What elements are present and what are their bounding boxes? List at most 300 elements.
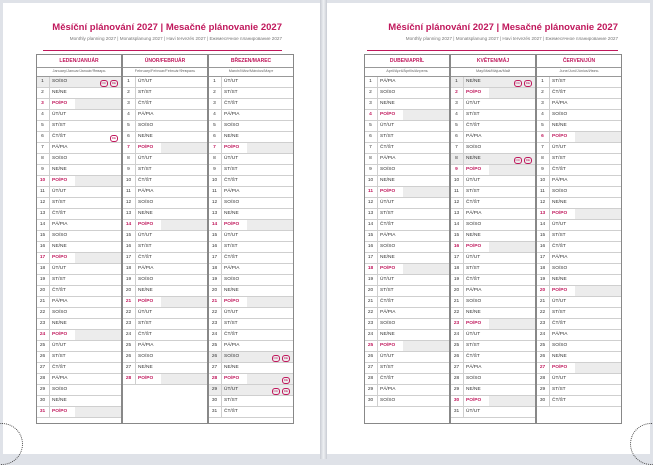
note-area[interactable] xyxy=(403,264,449,274)
weekday-label: SO/SO xyxy=(135,275,162,285)
day-number: 6 xyxy=(369,134,372,139)
note-area[interactable] xyxy=(575,121,621,131)
note-area[interactable] xyxy=(575,165,621,175)
day-row xyxy=(37,209,121,220)
note-area[interactable] xyxy=(575,220,621,230)
day-number: 13 xyxy=(39,211,46,216)
day-row xyxy=(451,374,535,385)
day-number: 28 xyxy=(39,376,46,381)
day-number: 23 xyxy=(39,321,46,326)
day-row xyxy=(123,341,207,352)
note-area[interactable] xyxy=(489,253,535,263)
note-area[interactable] xyxy=(489,341,535,351)
weekday-label: ST/ST xyxy=(463,187,490,197)
note-area[interactable] xyxy=(247,275,293,285)
note-area[interactable] xyxy=(489,363,535,373)
note-area[interactable] xyxy=(75,253,121,263)
note-area[interactable] xyxy=(489,275,535,285)
weekday-label: ST/ST xyxy=(549,308,576,318)
note-area[interactable] xyxy=(403,319,449,329)
weekday-label: SO/SO xyxy=(135,121,162,131)
note-area[interactable] xyxy=(489,220,535,230)
day-row xyxy=(365,330,449,341)
day-number: 21 xyxy=(211,299,218,304)
note-area[interactable] xyxy=(575,363,621,373)
note-area[interactable] xyxy=(161,165,207,175)
note-area[interactable] xyxy=(75,198,121,208)
note-area[interactable] xyxy=(75,165,121,175)
month-translations: February/Februar/Február/Февраль xyxy=(123,67,207,77)
day-row xyxy=(209,121,293,132)
note-area[interactable] xyxy=(247,198,293,208)
day-number: 19 xyxy=(39,277,46,282)
day-row xyxy=(365,264,449,275)
left-subtitle: Monthly planning 2027 | Monatsplanung 2027 | Havi tervezés 2027 | Ежемесячное планирование 2027 xyxy=(69,36,282,41)
note-area[interactable] xyxy=(247,264,293,274)
weekday-label: ST/ST xyxy=(377,209,404,219)
note-area[interactable] xyxy=(489,99,535,109)
note-area[interactable] xyxy=(161,352,207,362)
note-area[interactable] xyxy=(489,385,535,395)
note-area[interactable] xyxy=(247,330,293,340)
note-area[interactable] xyxy=(161,187,207,197)
day-number: 3 xyxy=(127,101,130,106)
note-area[interactable] xyxy=(247,77,293,87)
note-area[interactable] xyxy=(247,88,293,98)
note-area[interactable] xyxy=(403,99,449,109)
note-area[interactable] xyxy=(247,308,293,318)
day-number: 11 xyxy=(540,189,545,194)
weekday-label: ÚT/UT xyxy=(463,407,490,417)
note-area[interactable] xyxy=(247,231,293,241)
weekday-label: PÁ/PIA xyxy=(135,341,162,351)
weekday-label: NE/NE xyxy=(135,209,162,219)
note-area[interactable] xyxy=(161,341,207,351)
note-area[interactable] xyxy=(575,209,621,219)
day-row xyxy=(365,198,449,209)
note-area[interactable] xyxy=(75,396,121,406)
note-area[interactable] xyxy=(161,275,207,285)
weekday-label: ÚT/UT xyxy=(49,341,76,351)
note-area[interactable] xyxy=(575,88,621,98)
note-area[interactable] xyxy=(75,110,121,120)
note-area[interactable] xyxy=(489,297,535,307)
month-name: LEDEN/JANUÁR xyxy=(37,55,121,68)
note-area[interactable] xyxy=(161,242,207,252)
note-area[interactable] xyxy=(403,396,449,406)
note-area[interactable] xyxy=(161,297,207,307)
day-number: 25 xyxy=(125,343,132,348)
note-area[interactable] xyxy=(575,374,621,384)
day-row xyxy=(365,77,449,88)
note-area[interactable] xyxy=(75,88,121,98)
note-area[interactable] xyxy=(403,165,449,175)
note-area[interactable] xyxy=(75,99,121,109)
day-row xyxy=(451,121,535,132)
note-area[interactable] xyxy=(403,110,449,120)
note-area[interactable] xyxy=(161,264,207,274)
note-area[interactable] xyxy=(75,187,121,197)
note-area[interactable] xyxy=(489,319,535,329)
note-area[interactable] xyxy=(489,121,535,131)
note-area[interactable] xyxy=(161,253,207,263)
note-area[interactable] xyxy=(403,363,449,373)
note-area[interactable] xyxy=(161,286,207,296)
note-area[interactable] xyxy=(575,396,621,406)
note-area[interactable] xyxy=(403,341,449,351)
day-number: 10 xyxy=(211,178,218,183)
note-area[interactable] xyxy=(403,187,449,197)
note-area[interactable] xyxy=(403,275,449,285)
note-area[interactable] xyxy=(403,154,449,164)
weekday-label: PÁ/PIA xyxy=(377,385,404,395)
note-area[interactable] xyxy=(75,385,121,395)
note-area[interactable] xyxy=(403,286,449,296)
day-row xyxy=(37,176,121,187)
note-area[interactable] xyxy=(161,99,207,109)
note-area[interactable] xyxy=(403,143,449,153)
day-number: 17 xyxy=(367,255,374,260)
weekday-label: NE/NE xyxy=(463,77,490,87)
note-area[interactable] xyxy=(75,209,121,219)
weekday-label: NE/NE xyxy=(221,132,248,142)
day-row xyxy=(123,88,207,99)
day-row xyxy=(123,121,207,132)
note-area[interactable] xyxy=(75,363,121,373)
note-area[interactable] xyxy=(575,308,621,318)
note-area[interactable] xyxy=(75,297,121,307)
note-area[interactable] xyxy=(75,264,121,274)
day-number: 29 xyxy=(539,387,546,392)
day-number: 8 xyxy=(455,156,458,161)
note-area[interactable] xyxy=(403,385,449,395)
note-area[interactable] xyxy=(161,121,207,131)
day-row xyxy=(37,143,121,154)
note-area[interactable] xyxy=(247,176,293,186)
note-area[interactable] xyxy=(575,341,621,351)
left-header xyxy=(52,22,282,41)
note-area[interactable] xyxy=(247,132,293,142)
note-area[interactable] xyxy=(575,253,621,263)
day-number: 10 xyxy=(453,178,460,183)
day-number: 9 xyxy=(455,167,458,172)
day-number: 14 xyxy=(453,222,460,227)
day-number: 13 xyxy=(125,211,132,216)
note-area[interactable] xyxy=(403,198,449,208)
day-number: 2 xyxy=(127,90,130,95)
weekday-label: ČT/ŠT xyxy=(549,242,576,252)
day-row xyxy=(123,330,207,341)
holiday-marker-icon: DE xyxy=(283,377,288,382)
note-area[interactable] xyxy=(403,231,449,241)
note-area[interactable] xyxy=(161,198,207,208)
weekday-label: ČT/ŠT xyxy=(49,132,76,142)
day-number: 11 xyxy=(126,189,131,194)
note-area[interactable] xyxy=(161,176,207,186)
note-area[interactable] xyxy=(575,242,621,252)
day-number: 6 xyxy=(541,134,544,139)
note-area[interactable] xyxy=(489,330,535,340)
weekday-label: ST/ST xyxy=(135,242,162,252)
note-area[interactable] xyxy=(489,198,535,208)
note-area[interactable] xyxy=(75,286,121,296)
weekday-label: ČT/ŠT xyxy=(377,297,404,307)
month-name: ÚNOR/FEBRUÁR xyxy=(123,55,207,68)
note-area[interactable] xyxy=(489,286,535,296)
note-area[interactable] xyxy=(247,286,293,296)
note-area[interactable] xyxy=(75,308,121,318)
weekday-label: NE/NE xyxy=(463,385,490,395)
note-area[interactable] xyxy=(575,275,621,285)
day-row xyxy=(451,88,535,99)
note-area[interactable] xyxy=(247,396,293,406)
note-area[interactable] xyxy=(575,286,621,296)
note-area[interactable] xyxy=(161,88,207,98)
note-area[interactable] xyxy=(75,407,121,417)
note-area[interactable] xyxy=(247,165,293,175)
day-number: 31 xyxy=(211,409,218,414)
day-row xyxy=(123,297,207,308)
note-area[interactable] xyxy=(75,275,121,285)
day-number: 27 xyxy=(453,365,460,370)
day-number: 26 xyxy=(453,354,460,359)
note-area[interactable] xyxy=(489,165,535,175)
note-area[interactable] xyxy=(75,374,121,384)
day-number: 12 xyxy=(39,200,46,205)
note-area[interactable] xyxy=(403,297,449,307)
note-area[interactable] xyxy=(575,319,621,329)
day-row xyxy=(365,242,449,253)
note-area[interactable] xyxy=(403,77,449,87)
note-area[interactable] xyxy=(247,143,293,153)
day-row xyxy=(365,275,449,286)
note-area[interactable] xyxy=(161,132,207,142)
holiday-marker-icon: OC xyxy=(515,80,520,85)
note-area[interactable] xyxy=(575,297,621,307)
note-area[interactable] xyxy=(161,308,207,318)
note-area[interactable] xyxy=(575,110,621,120)
note-area[interactable] xyxy=(161,77,207,87)
weekday-label: ST/ST xyxy=(49,275,76,285)
note-area[interactable] xyxy=(161,319,207,329)
note-area[interactable] xyxy=(575,143,621,153)
note-area[interactable] xyxy=(247,99,293,109)
day-number: 29 xyxy=(453,387,460,392)
note-area[interactable] xyxy=(403,308,449,318)
note-area[interactable] xyxy=(489,231,535,241)
note-area[interactable] xyxy=(75,352,121,362)
day-number: 20 xyxy=(453,288,460,293)
note-area[interactable] xyxy=(247,363,293,373)
note-area[interactable] xyxy=(247,209,293,219)
note-area[interactable] xyxy=(489,132,535,142)
note-area[interactable] xyxy=(247,341,293,351)
note-area[interactable] xyxy=(403,374,449,384)
weekday-label: PÁ/PIA xyxy=(549,99,576,109)
note-area[interactable] xyxy=(247,220,293,230)
note-area[interactable] xyxy=(489,242,535,252)
weekday-label: ČT/ŠT xyxy=(463,275,490,285)
note-area[interactable] xyxy=(575,132,621,142)
note-area[interactable] xyxy=(75,121,121,131)
day-number: 16 xyxy=(211,244,218,249)
day-row xyxy=(537,264,621,275)
day-row xyxy=(123,253,207,264)
note-area[interactable] xyxy=(161,363,207,373)
day-row xyxy=(209,187,293,198)
note-area[interactable] xyxy=(247,297,293,307)
note-area[interactable] xyxy=(75,220,121,230)
note-area[interactable] xyxy=(403,176,449,186)
day-number: 23 xyxy=(125,321,132,326)
note-area[interactable] xyxy=(575,231,621,241)
day-row xyxy=(365,319,449,330)
note-area[interactable] xyxy=(75,319,121,329)
note-area[interactable] xyxy=(489,143,535,153)
note-area[interactable] xyxy=(247,110,293,120)
note-area[interactable] xyxy=(575,187,621,197)
day-number: 17 xyxy=(125,255,132,260)
day-number: 19 xyxy=(367,277,374,282)
note-area[interactable] xyxy=(161,209,207,219)
note-area[interactable] xyxy=(247,407,293,417)
note-area[interactable] xyxy=(575,330,621,340)
day-number: 8 xyxy=(541,156,544,161)
note-area[interactable] xyxy=(161,330,207,340)
note-area[interactable] xyxy=(489,308,535,318)
note-area[interactable] xyxy=(575,176,621,186)
note-area[interactable] xyxy=(575,385,621,395)
day-row xyxy=(37,363,121,374)
note-area[interactable] xyxy=(247,253,293,263)
note-area[interactable] xyxy=(161,143,207,153)
note-area[interactable] xyxy=(489,352,535,362)
note-area[interactable] xyxy=(489,110,535,120)
note-area[interactable] xyxy=(247,121,293,131)
day-number: 18 xyxy=(367,266,374,271)
note-area[interactable] xyxy=(575,198,621,208)
day-row xyxy=(537,363,621,374)
note-area[interactable] xyxy=(489,187,535,197)
note-area[interactable] xyxy=(403,220,449,230)
day-number: 6 xyxy=(213,134,216,139)
weekday-label: SO/SO xyxy=(221,352,248,362)
note-area[interactable] xyxy=(75,231,121,241)
day-row xyxy=(123,231,207,242)
note-area[interactable] xyxy=(75,341,121,351)
note-area[interactable] xyxy=(75,242,121,252)
day-number: 15 xyxy=(39,233,46,238)
note-area[interactable] xyxy=(247,242,293,252)
day-number: 26 xyxy=(39,354,46,359)
day-number: 28 xyxy=(367,376,374,381)
weekday-label: NE/NE xyxy=(49,319,76,329)
note-area[interactable] xyxy=(489,396,535,406)
note-area[interactable] xyxy=(489,176,535,186)
note-area[interactable] xyxy=(403,253,449,263)
note-area[interactable] xyxy=(575,264,621,274)
weekday-label: ČT/ŠT xyxy=(377,220,404,230)
weekday-label: PÁ/PIA xyxy=(135,264,162,274)
weekday-label: ČT/ŠT xyxy=(377,374,404,384)
weekday-label: SO/SO xyxy=(49,385,76,395)
month-translations: June/Juni/Június/Июнь xyxy=(537,67,621,77)
day-number: 20 xyxy=(539,288,546,293)
note-area[interactable] xyxy=(75,176,121,186)
note-area[interactable] xyxy=(489,88,535,98)
weekday-label: NE/NE xyxy=(49,165,76,175)
note-area[interactable] xyxy=(161,110,207,120)
day-number: 16 xyxy=(539,244,546,249)
note-area[interactable] xyxy=(161,374,207,384)
day-number: 13 xyxy=(539,211,546,216)
day-row xyxy=(451,286,535,297)
day-number: 22 xyxy=(211,310,218,315)
day-row xyxy=(209,341,293,352)
holiday-marker-icon: DE xyxy=(111,80,116,85)
note-area[interactable] xyxy=(161,220,207,230)
weekday-label: ST/ST xyxy=(221,396,248,406)
weekday-label: ÚT/UT xyxy=(549,143,576,153)
note-area[interactable] xyxy=(489,264,535,274)
note-area[interactable] xyxy=(403,121,449,131)
weekday-label: ČT/ŠT xyxy=(135,253,162,263)
note-area[interactable] xyxy=(575,352,621,362)
note-area[interactable] xyxy=(489,209,535,219)
day-row xyxy=(209,77,293,88)
weekday-label: ST/ST xyxy=(549,77,576,87)
note-area[interactable] xyxy=(75,154,121,164)
note-area[interactable] xyxy=(403,88,449,98)
note-area[interactable] xyxy=(575,99,621,109)
weekday-label: ST/ST xyxy=(463,110,490,120)
day-row xyxy=(451,231,535,242)
day-number: 29 xyxy=(39,387,46,392)
day-row xyxy=(209,176,293,187)
note-area[interactable] xyxy=(489,407,535,417)
note-area[interactable] xyxy=(161,231,207,241)
day-number: 27 xyxy=(539,365,546,370)
note-area[interactable] xyxy=(403,242,449,252)
note-area[interactable] xyxy=(247,319,293,329)
note-area[interactable] xyxy=(575,77,621,87)
note-area[interactable] xyxy=(75,143,121,153)
weekday-label: PÁ/PIA xyxy=(463,209,490,219)
note-area[interactable] xyxy=(575,154,621,164)
weekday-label: PO/PO xyxy=(549,132,576,142)
note-area[interactable] xyxy=(403,132,449,142)
note-area[interactable] xyxy=(247,187,293,197)
day-row xyxy=(451,165,535,176)
note-area[interactable] xyxy=(489,374,535,384)
day-number: 7 xyxy=(213,145,216,150)
weekday-label: PO/PO xyxy=(49,176,76,186)
weekday-label: NE/NE xyxy=(549,352,576,362)
note-area[interactable] xyxy=(75,330,121,340)
day-number: 30 xyxy=(39,398,46,403)
note-area[interactable] xyxy=(161,154,207,164)
day-number: 3 xyxy=(41,101,44,106)
note-area[interactable] xyxy=(403,330,449,340)
day-row xyxy=(123,308,207,319)
note-area[interactable] xyxy=(403,352,449,362)
weekday-label: PÁ/PIA xyxy=(549,176,576,186)
note-area[interactable] xyxy=(403,209,449,219)
note-area[interactable] xyxy=(247,154,293,164)
day-row xyxy=(37,396,121,407)
month-name: ČERVEN/JÚN xyxy=(537,55,621,68)
day-row xyxy=(451,352,535,363)
